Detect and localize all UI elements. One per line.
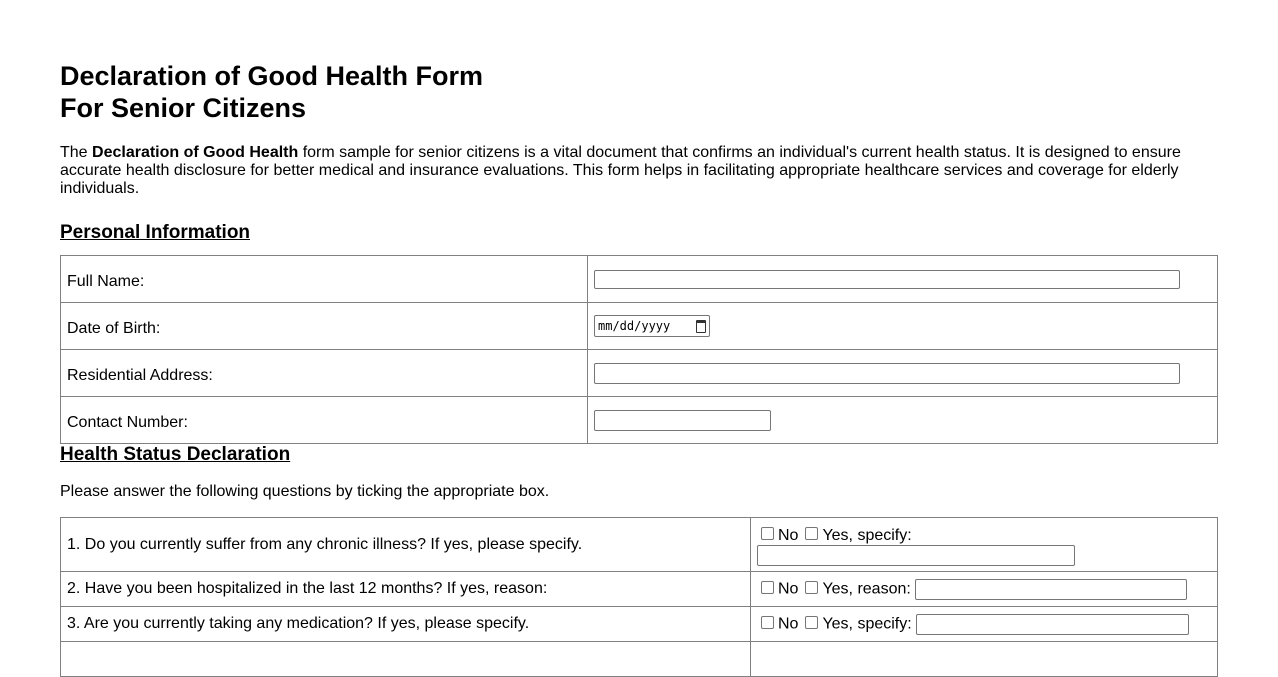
table-row: [61, 303, 1218, 350]
health-instruction: Please answer the following questions by ticking the appropriate box.: [60, 483, 550, 500]
calendar-icon[interactable]: [696, 320, 706, 333]
table-row: [61, 518, 1218, 572]
intro-bold: Declaration of Good Health: [92, 144, 299, 161]
intro-paragraph: [60, 144, 1218, 198]
section-personal-heading: Personal Information: [60, 222, 251, 243]
no-label: No: [778, 615, 799, 633]
title-line-1: Declaration of Good Health Form: [60, 61, 484, 91]
field-label: Full Name:: [61, 256, 588, 303]
intro-pre: The: [60, 144, 93, 161]
question-text: 3. Are you currently taking any medication? If yes, please specify.: [61, 607, 751, 642]
contact-number-input[interactable]: [594, 410, 771, 431]
section-health-heading: Health Status Declaration: [60, 444, 291, 465]
table-row: [61, 397, 1218, 444]
medication-specify-input[interactable]: [916, 614, 1189, 635]
table-row: [61, 350, 1218, 397]
table-row: [61, 572, 1218, 607]
answer-cell: [751, 642, 1218, 677]
health-table: [60, 517, 1218, 677]
date-placeholder: mm/dd/yyyy: [598, 319, 671, 333]
yes-checkbox[interactable]: [805, 616, 818, 629]
date-of-birth-input[interactable]: [594, 315, 710, 337]
yes-label: Yes, specify:: [822, 526, 912, 544]
yes-checkbox[interactable]: [805, 527, 818, 540]
no-checkbox[interactable]: [761, 616, 774, 629]
page-title: [60, 60, 483, 124]
field-label: Date of Birth:: [61, 303, 588, 350]
residential-address-input[interactable]: [594, 363, 1180, 384]
intro-post: form sample for senior citizens is a vital document that confirms an individual's current health status. It is designed to ensure accurate health disclosure for better medical and insurance evaluations. This form helps in facilitating appropriate healthcare services and coverage for elderly individuals.: [60, 144, 1181, 197]
yes-label: Yes, reason:: [822, 580, 911, 598]
no-label: No: [778, 526, 799, 544]
personal-info-table: [60, 255, 1218, 444]
table-row: [61, 256, 1218, 303]
no-label: No: [778, 580, 799, 598]
field-label: Contact Number:: [61, 397, 588, 444]
question-text: 1. Do you currently suffer from any chronic illness? If yes, please specify.: [61, 518, 751, 572]
table-row: [61, 642, 1218, 677]
yes-checkbox[interactable]: [805, 581, 818, 594]
question-text: 2. Have you been hospitalized in the last 12 months? If yes, reason:: [61, 572, 751, 607]
title-line-2: For Senior Citizens: [60, 93, 307, 123]
field-label: Residential Address:: [61, 350, 588, 397]
full-name-input[interactable]: [594, 270, 1180, 289]
yes-label: Yes, specify:: [822, 615, 912, 633]
question-cell: [61, 642, 751, 677]
no-checkbox[interactable]: [761, 527, 774, 540]
no-checkbox[interactable]: [761, 581, 774, 594]
chronic-illness-specify-input[interactable]: [757, 545, 1075, 566]
table-row: [61, 607, 1218, 642]
hospitalization-reason-input[interactable]: [915, 579, 1187, 600]
